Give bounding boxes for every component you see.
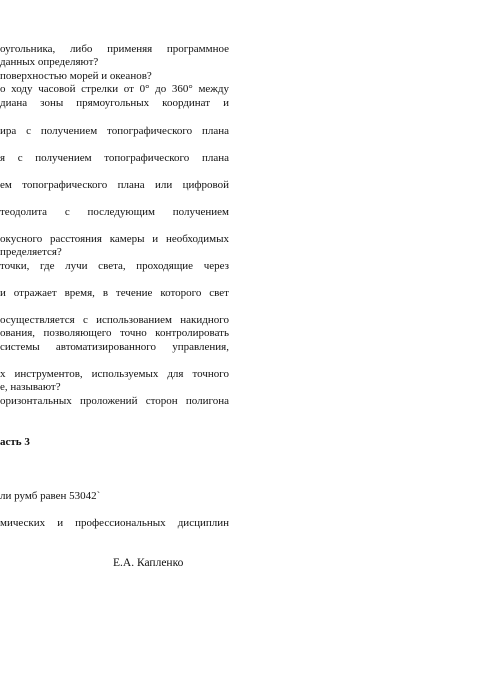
- text-line: поверхностью морей и океанов?: [0, 70, 152, 82]
- text-line: и отражает время, в течение которого свет: [0, 287, 229, 299]
- text-line: о ходу часовой стрелки от 0° до 360° между: [0, 83, 229, 95]
- text-line: оугольника, либо применяя программное: [0, 43, 229, 55]
- text-line: ли румб равен 53042`: [0, 490, 101, 502]
- section-heading: асть 3: [0, 436, 30, 448]
- text-line: е, называют?: [0, 381, 61, 393]
- text-line: теодолита с последующим получением: [0, 206, 229, 218]
- text-line: я с получением топографического плана: [0, 152, 229, 164]
- text-line: данных определяют?: [0, 56, 99, 68]
- text-line: системы автоматизированного управления,: [0, 341, 229, 353]
- text-line: оризонтальных проложений сторон полигона: [0, 395, 229, 407]
- text-line: ира с получением топографического плана: [0, 125, 229, 137]
- text-line: точки, где лучи света, проходящие через: [0, 260, 229, 272]
- text-line: окусного расстояния камеры и необходимых: [0, 233, 229, 245]
- text-line: осуществляется с использованием накидного: [0, 314, 229, 326]
- text-line: х инструментов, используемых для точного: [0, 368, 229, 380]
- text-line: ования, позволяющего точно контролировать: [0, 327, 229, 339]
- text-line: мических и профессиональных дисциплин: [0, 517, 229, 529]
- text-line: пределяется?: [0, 246, 62, 258]
- text-line: диана зоны прямоугольных координат и: [0, 97, 229, 109]
- signature-name: Е.А. Капленко: [113, 557, 184, 569]
- text-line: ем топографического плана или цифровой: [0, 179, 229, 191]
